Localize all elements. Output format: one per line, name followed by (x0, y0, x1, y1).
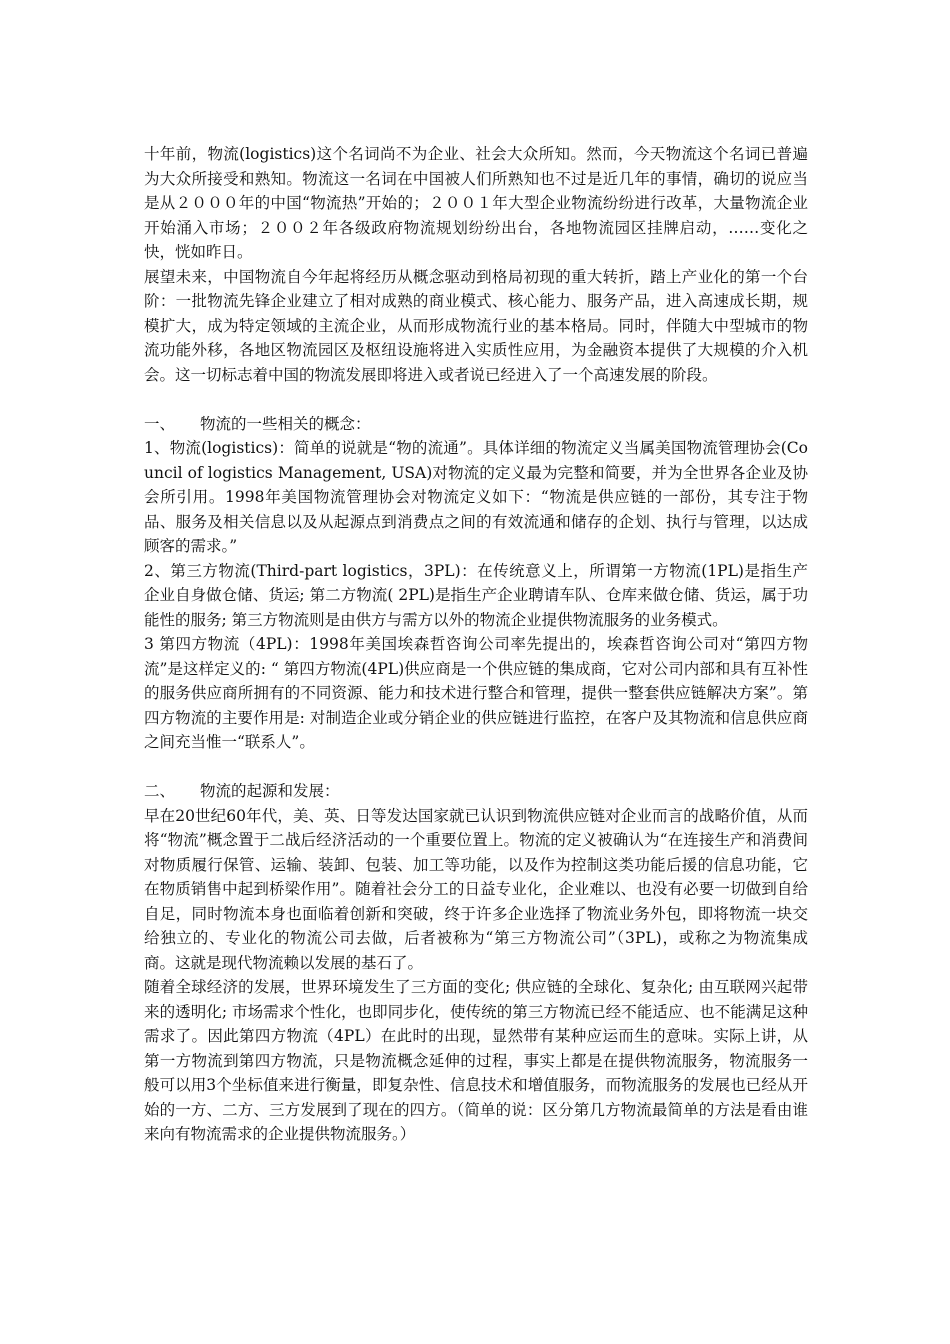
blank-line (144, 387, 808, 412)
section-2-heading (144, 779, 808, 804)
document-body (144, 142, 808, 1147)
section-2-paragraph-2: 随着全球经济的发展，世界环境发生了三方面的变化; 供应链的全球化、复杂化; 由互联网兴起带来的透明化; 市场需求个性化，也即同步化，使传统的第三方物流已经不能适应、也不能满足这种需求了。因此第四方物流（4PL）在此时的出现，显然带有某种应运而生的意味。实际上讲，从第一方物流到第四方物流，只是物流概念延伸的过程，事实上都是在提供物流服务，物流服务一般可以用3个坐标值来进行衡量，即复杂性、信息技术和增值服务，而物流服务的发展也已经从开始的一方、二方、三方发展到了现在的四方。（简单的说：区分第几方物流最简单的方法是看由谁来向有物流需求的企业提供物流服务。） (144, 978, 808, 1143)
section-2-title: 物流的起源和发展： (200, 782, 340, 800)
section-2-paragraph-1: 早在20世纪60年代，美、英、日等发达国家就已认识到物流供应链对企业而言的战略价值，从而将“物流”概念置于二战后经济活动的一个重要位置上。物流的定义被确认为“在连接生产和消费间对物质履行保管、运输、装卸、包装、加工等功能，以及作为控制这类功能后援的信息功能，它在物质销售中起到桥梁作用”。随着社会分工的日益专业化，企业难以、也没有必要一切做到自给自足，同时物流本身也面临着创新和突破，终于许多企业选择了物流业务外包，即将物流一块交给独立的、专业化的物流公司去做，后者被称为“第三方物流公司”（3PL)，或称之为物流集成商。这就是现代物流赖以发展的基石了。 (144, 806, 808, 972)
section-1-paragraph-2: 2、第三方物流(Third-part logistics，3PL)：在传统意义上，所谓第一方物流(1PL)是指生产企业自身做仓储、货运; 第二方物流( 2PL)是指生产企业聘请车队、仓库来做仓储、货运，属于功能性的服务; 第三方物流则是由供方与需方以外的物流企业提供物流服务的业务模式。 (144, 561, 808, 629)
section-1-title: 物流的一些相关的概念： (200, 414, 371, 433)
section-1-number: 一、 (144, 414, 176, 433)
section-1-heading (144, 412, 808, 437)
blank-line (144, 755, 808, 780)
intro-paragraph-2: 展望未来，中国物流自今年起将经历从概念驱动到格局初现的重大转折，踏上产业化的第一个台阶：一批物流先锋企业建立了相对成熟的商业模式、核心能力、服务产品，进入高速成长期，规模扩大，成为特定领域的主流企业，从而形成物流行业的基本格局。同时，伴随大中型城市的物流功能外移，各地区物流园区及枢纽设施将进入实质性应用，为金融资本提供了大规模的介入机会。这一切标志着中国的物流发展即将进入或者说已经进入了一个高速发展的阶段。 (144, 267, 808, 384)
section-2-number: 二、 (144, 782, 176, 800)
section-1-paragraph-3: 3 第四方物流（4PL)：1998年美国埃森哲咨询公司率先提出的，埃森哲咨询公司对“第四方物流”是这样定义的: “ 第四方物流(4PL)供应商是一个供应链的集成商，它对公司内部和具有互补性的服务供应商所拥有的不同资源、能力和技术进行整合和管理，提供一整套供应链解决方案”。第四方物流的主要作用是: 对制造企业或分销企业的供应链进行监控，在客户及其物流和信息供应商之间充当惟一“联系人”。 (144, 635, 808, 751)
intro-paragraph-1: 十年前，物流(logistics)这个名词尚不为企业、社会大众所知。然而，今天物流这个名词已普遍为大众所接受和熟知。物流这一名词在中国被人们所熟知也不过是近几年的事情，确切的说应当是从２０００年的中国“物流热”开始的；２００１年大型企业物流纷纷进行改革，大量物流企业开始涌入市场；２００２年各级政府物流规划纷纷出台，各地物流园区挂牌启动，……变化之快，恍如昨日。 (144, 145, 808, 261)
section-1-paragraph-1: 1、物流(logistics)：简单的说就是“物的流通”。具体详细的物流定义当属美国物流管理协会(Council of logistics Management, USA)对物流的定义最为完整和简要，并为全世界各企业及协会所引用。1998年美国物流管理协会对物流定义如下：“物流是供应链的一部份，其专注于物品、服务及相关信息以及从起源点到消费点之间的有效流通和储存的企划、执行与管理，以达成顾客的需求。” (144, 439, 808, 555)
